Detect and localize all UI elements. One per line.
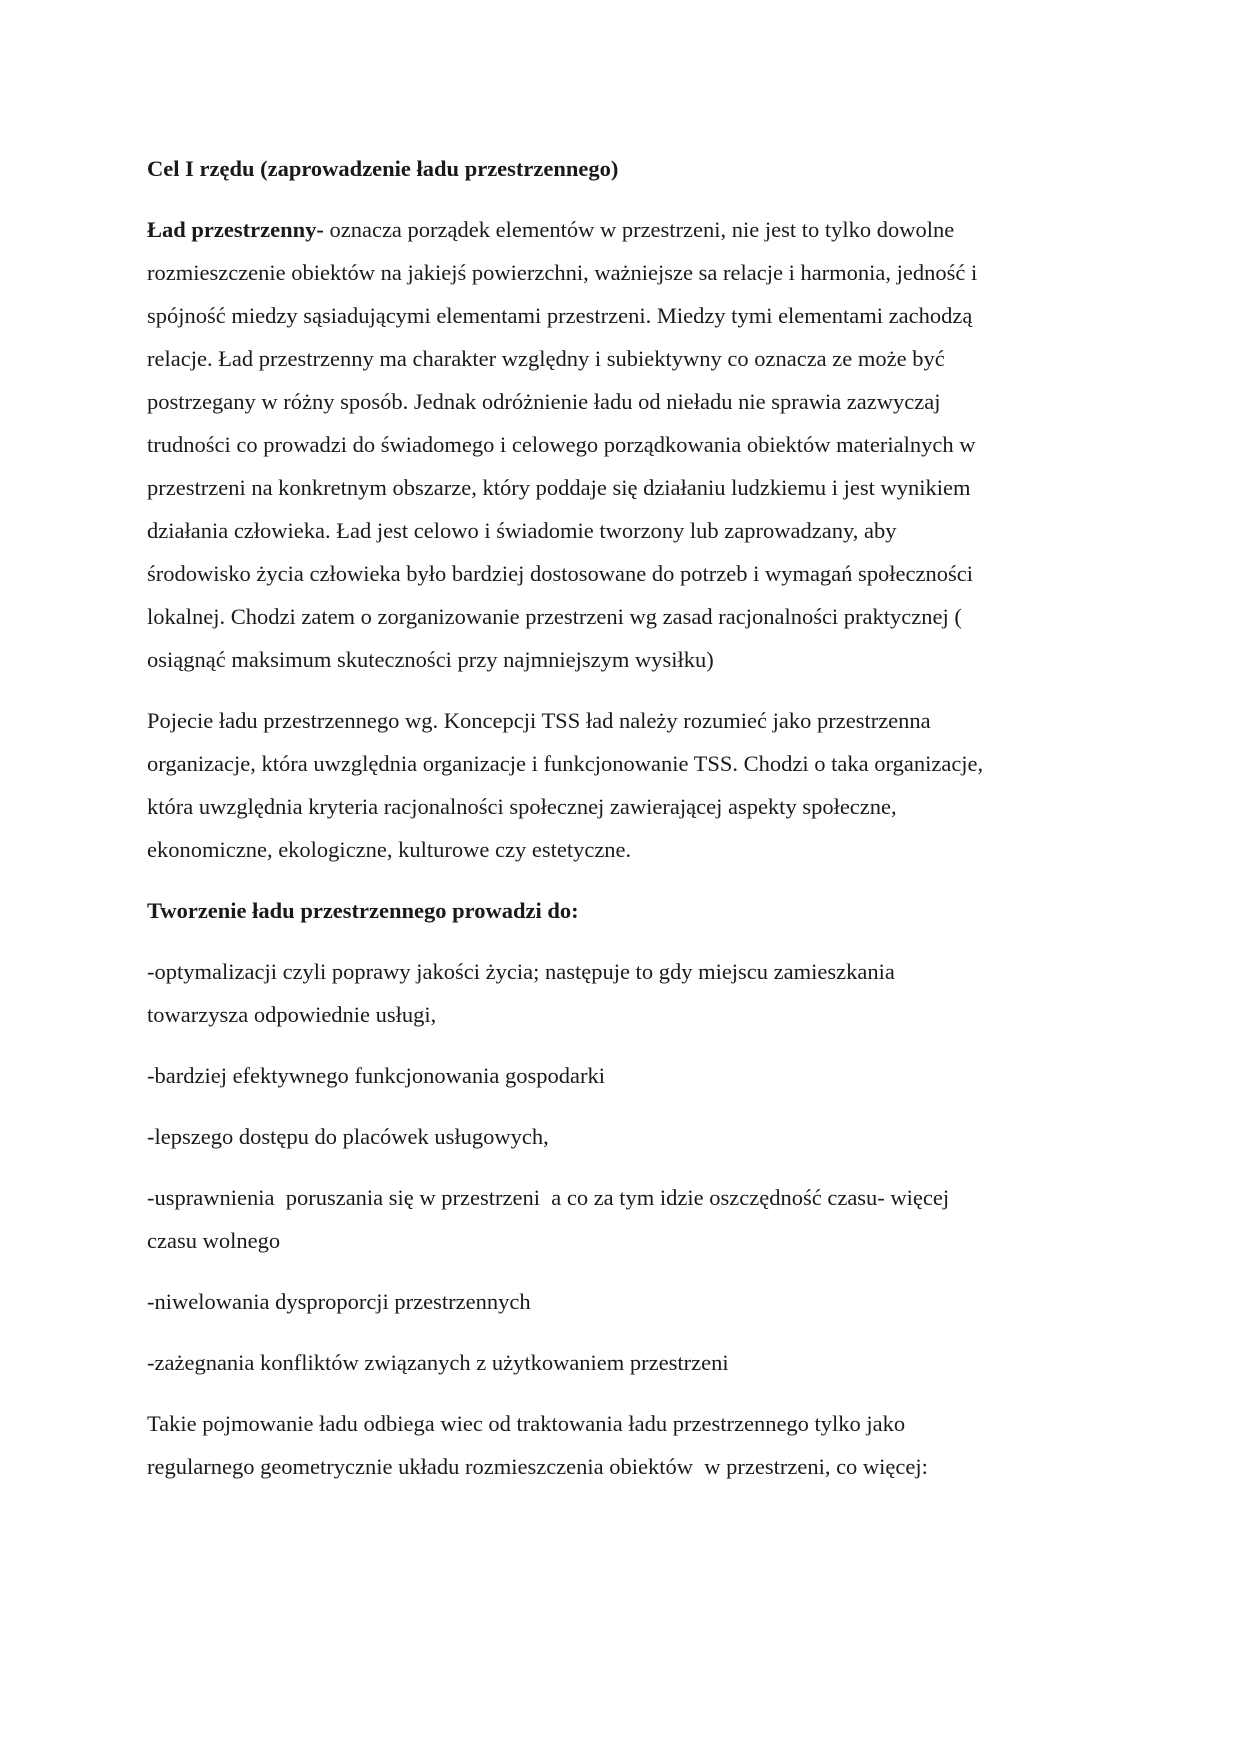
text-line: -niwelowania dysproporcji przestrzennych	[147, 1289, 531, 1314]
text-line: -lepszego dostępu do placówek usługowych,	[147, 1124, 549, 1149]
list-item	[147, 950, 1092, 1036]
list-item	[147, 1176, 1092, 1262]
text-line: Takie pojmowanie ładu odbiega wiec od traktowania ładu przestrzennego tylko jako	[147, 1411, 906, 1436]
document-title: Cel I rzędu (zaprowadzenie ładu przestrzennego)	[147, 156, 619, 181]
paragraph-lad-przestrzenny	[147, 208, 1092, 681]
text-line: rozmieszczenie obiektów na jakiejś powierzchni, ważniejsze sa relacje i harmonia, jedność i	[147, 260, 978, 285]
text-line: osiągnąć maksimum skuteczności przy najmniejszym wysiłku)	[147, 647, 714, 672]
text-line: przestrzeni na konkretnym obszarze, który poddaje się działaniu ludzkiemu i jest wynikiem	[147, 475, 971, 500]
section-subheading: Tworzenie ładu przestrzennego prowadzi do:	[147, 898, 579, 923]
text-line: ekonomiczne, ekologiczne, kulturowe czy estetyczne.	[147, 837, 632, 862]
paragraph-tss-concept	[147, 699, 1092, 871]
text-line: spójność miedzy sąsiadującymi elementami przestrzeni. Miedzy tymi elementami zachodzą	[147, 303, 973, 328]
document-body	[147, 147, 1092, 1506]
text-line: regularnego geometrycznie układu rozmieszczenia obiektów w przestrzeni, co więcej:	[147, 1454, 928, 1479]
list-item	[147, 1280, 1092, 1323]
text-line	[147, 208, 1092, 251]
text-line: trudności co prowadzi do świadomego i celowego porządkowania obiektów materialnych w	[147, 432, 976, 457]
text-line-fragment: oznacza porządek elementów w przestrzeni, nie jest to tylko dowolne	[323, 217, 955, 242]
text-line: towarzysza odpowiednie usługi,	[147, 1002, 437, 1027]
list-item	[147, 1054, 1092, 1097]
text-line: -bardziej efektywnego funkcjonowania gospodarki	[147, 1063, 605, 1088]
text-line: Pojecie ładu przestrzennego wg. Koncepcji TSS ład należy rozumieć jako przestrzenna	[147, 708, 931, 733]
text-line: -optymalizacji czyli poprawy jakości życia; następuje to gdy miejscu zamieszkania	[147, 959, 895, 984]
text-line: która uwzględnia kryteria racjonalności społecznej zawierającej aspekty społeczne,	[147, 794, 897, 819]
list-item	[147, 1341, 1092, 1384]
text-line: lokalnej. Chodzi zatem o zorganizowanie przestrzeni wg zasad racjonalności praktycznej (	[147, 604, 962, 629]
text-line: -zażegnania konfliktów związanych z użytkowaniem przestrzeni	[147, 1350, 729, 1375]
text-line: działania człowieka. Ład jest celowo i świadomie tworzony lub zaprowadzany, aby	[147, 518, 897, 543]
text-line: relacje. Ład przestrzenny ma charakter względny i subiektywny co oznacza ze może być	[147, 346, 945, 371]
text-line: postrzegany w różny sposób. Jednak odróżnienie ładu od nieładu nie sprawia zazwyczaj	[147, 389, 941, 414]
paragraph-closing	[147, 1402, 1092, 1488]
term-label: Ład przestrzenny-	[147, 217, 324, 242]
text-line: środowisko życia człowieka było bardziej dostosowane do potrzeb i wymagań społeczności	[147, 561, 974, 586]
text-line: -usprawnienia poruszania się w przestrzeni a co za tym idzie oszczędność czasu- więcej	[147, 1185, 950, 1210]
text-line: organizacje, która uwzględnia organizacje i funkcjonowanie TSS. Chodzi o taka organizacje,	[147, 751, 984, 776]
text-line: czasu wolnego	[147, 1228, 281, 1253]
list-item	[147, 1115, 1092, 1158]
